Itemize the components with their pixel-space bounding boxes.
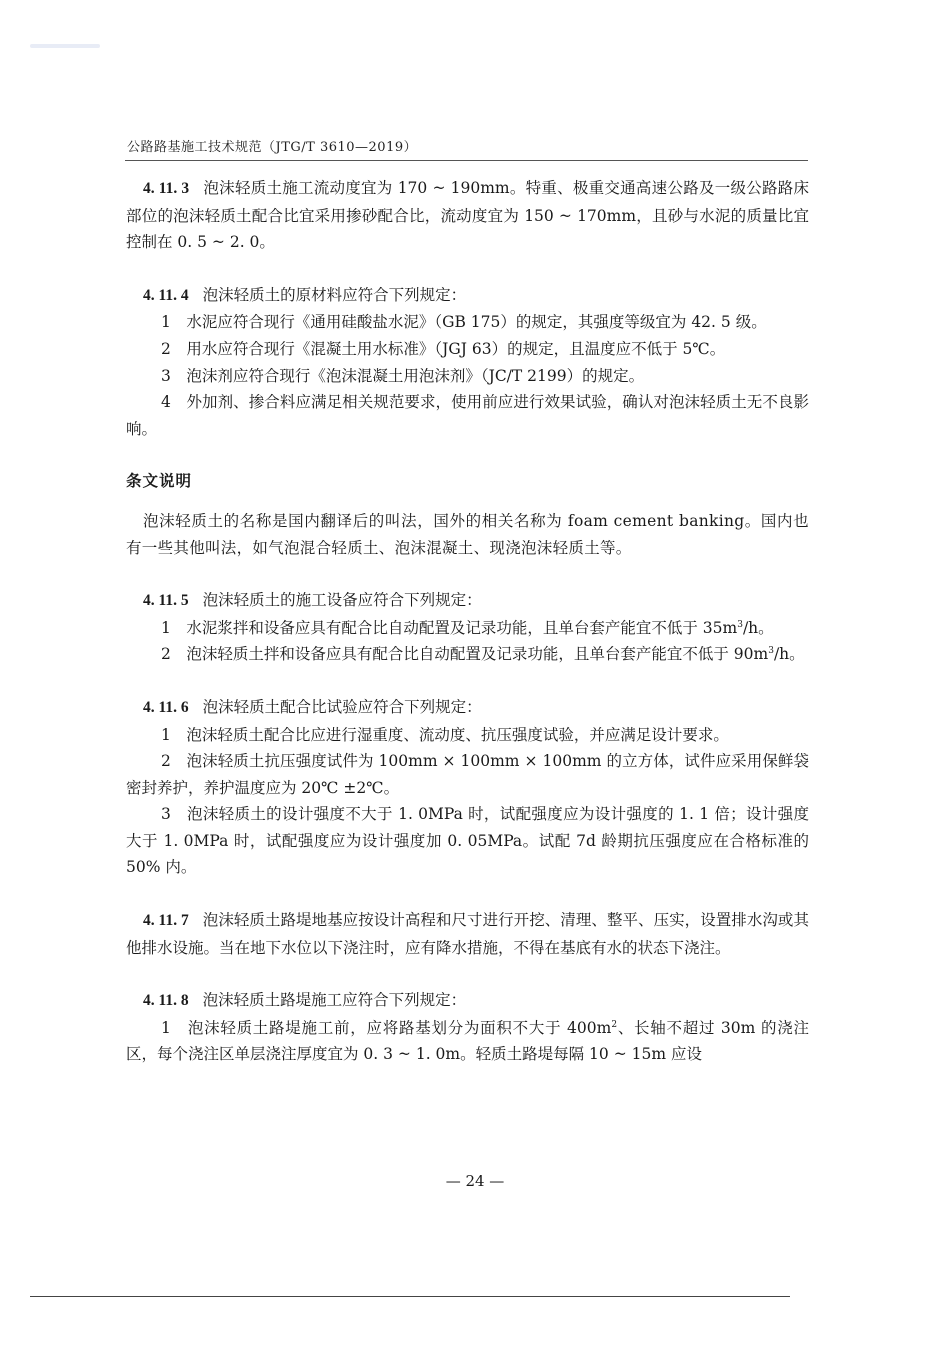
list-item: 1 泡沫轻质土配合比应进行湿重度、流动度、抗压强度试验，并应满足设计要求。 <box>161 725 729 744</box>
list-item: 3 泡沫轻质土的设计强度不大于 1. 0MPa 时，试配强度应为设计强度的 1. 1 倍；设计强度大于 1. 0MPa 时，试配强度应为设计强度加 0. 05MPa。试配 7d 龄期抗压强度应在合格标准的 50% 内。 <box>126 805 809 877</box>
header-rule <box>125 160 808 161</box>
clause-text: 泡沫轻质土的原材料应符合下列规定： <box>202 285 467 304</box>
clause-4-11-8 <box>126 987 809 1015</box>
clause-text: 泡沫轻质土配合比试验应符合下列规定： <box>202 697 482 716</box>
clause-number: 4. 11. 8 <box>143 992 189 1010</box>
commentary-title: 条文说明 <box>126 471 193 491</box>
list-item: 2 用水应符合现行《混凝土用水标准》（JGJ 63）的规定，且温度应不低于 5℃。 <box>161 339 726 358</box>
list-item: 3 泡沫剂应符合现行《泡沫混凝土用泡沫剂》（JC/T 2199）的规定。 <box>161 366 645 385</box>
list-item: 2 泡沫轻质土抗压强度试件为 100mm × 100mm × 100mm 的立方体，试件应采用保鲜袋密封养护，养护温度应为 20℃ ±2℃。 <box>126 752 809 797</box>
list-item: 2 泡沫轻质土拌和设备应具有配合比自动配置及记录功能，且单台套产能宜不低于 $90m^3/h$。 <box>161 645 805 664</box>
clause-4-11-4 <box>126 282 809 310</box>
clause-number: 4. 11. 4 <box>143 286 189 304</box>
clause-text: 泡沫轻质土路堤施工应符合下列规定： <box>202 991 467 1010</box>
list-item: 1 泡沫轻质土路堤施工前，应将路基划分为面积不大于 $400m^2$、长轴不超过 30m 的浇注区，每个浇注区单层浇注厚度宜为 0. 3 ~ 1. 0m。轻质土路堤每隔 10 ~ 15m 应设 <box>126 1018 810 1064</box>
scan-smudge <box>30 44 100 48</box>
list-item: 1 水泥浆拌和设备应具有配合比自动配置及记录功能，且单台套产能宜不低于 $35m^3/h$。 <box>161 618 774 637</box>
commentary-text: 泡沫轻质土的名称是国内翻译后的叫法，国外的相关名称为 foam cement banking。国内也有一些其他叫法，如气泡混合轻质土、泡沫混凝土、现浇泡沫轻质土等。 <box>126 511 809 557</box>
clause-text: 泡沫轻质土施工流动度宜为 170 ~ 190mm。特重、极重交通高速公路及一级公路路床部位的泡沫轻质土配合比宜采用掺砂配合比，流动度宜为 150 ~ 170mm，且砂与水泥的质量比宜控制在 0. 5 ~ 2. 0。 <box>126 179 809 252</box>
clause-number: 4. 11. 5 <box>143 592 189 610</box>
clause-number: 4. 11. 7 <box>143 912 189 930</box>
clause-number: 4. 11. 3 <box>143 180 190 197</box>
list-item: 4 外加剂、掺合料应满足相关规范要求，使用前应进行效果试验，确认对泡沫轻质土无不良影响。 <box>126 393 809 438</box>
clause-4-11-7 <box>126 907 809 961</box>
page-body <box>126 175 809 1068</box>
list-item: 1 水泥应符合现行《通用硅酸盐水泥》（GB 175）的规定，其强度等级宜为 42. 5 级。 <box>161 313 767 332</box>
clause-4-11-5 <box>126 587 809 615</box>
clause-number: 4. 11. 6 <box>143 698 189 716</box>
page-number: — 24 — <box>445 1172 505 1190</box>
running-header: 公路路基施工技术规范（JTG/T 3610—2019） <box>127 140 418 155</box>
clause-text: 泡沫轻质土的施工设备应符合下列规定： <box>202 591 482 610</box>
clause-text: 泡沫轻质土路堤地基应按设计高程和尺寸进行开挖、清理、整平、压实，设置排水沟或其他排水设施。当在地下水位以下浇注时，应有降水措施，不得在基底有水的状态下浇注。 <box>126 911 809 957</box>
clause-4-11-3 <box>126 175 809 256</box>
clause-4-11-6 <box>126 694 809 722</box>
bottom-rule <box>30 1296 790 1297</box>
